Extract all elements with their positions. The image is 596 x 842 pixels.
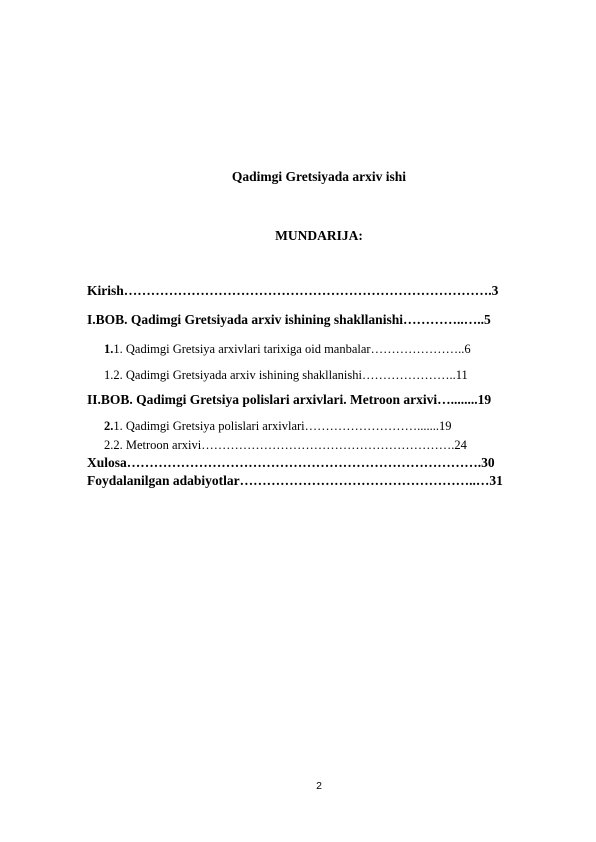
toc-entry-section-2-2: 2.2. Metroon arxivi…………………………………………………….24 <box>104 438 467 452</box>
page-number: 2 <box>316 780 322 792</box>
toc-heading: MUNDARIJA: <box>275 228 363 243</box>
toc-entry-chapter-2: II.BOB. Qadimgi Gretsiya polislari arxivlari. Metroon arxivi…........19 <box>87 392 492 407</box>
toc-section-text: 1. Qadimgi Gretsiya arxivlari tarixiga oid manbalar…………………..6 <box>113 342 471 356</box>
document-title: Qadimgi Gretsiyada arxiv ishi <box>231 169 407 184</box>
toc-entry-chapter-1: I.BOB. Qadimgi Gretsiyada arxiv ishining shakllanishi…………..…..5 <box>87 312 491 327</box>
toc-entry-conclusion: Xulosa…………………………………………………………………….30 <box>87 455 495 470</box>
toc-entry-intro: Kirish……………………………………………………………………….3 <box>87 283 499 298</box>
toc-section-number: 2. <box>104 419 114 433</box>
toc-section-text: 1. Qadimgi Gretsiya polislari arxivlari……………………….......19 <box>113 419 452 433</box>
toc-entry-section-2-1 <box>104 418 452 434</box>
toc-entry-section-1-1 <box>104 341 471 357</box>
toc-entry-section-1-2: 1.2. Qadimgi Gretsiyada arxiv ishining shakllanishi…………………..11 <box>104 368 468 382</box>
toc-entry-references: Foydalanilgan adabiyotlar……………………………………………..…31 <box>87 473 503 488</box>
toc-section-number: 1. <box>104 342 114 356</box>
